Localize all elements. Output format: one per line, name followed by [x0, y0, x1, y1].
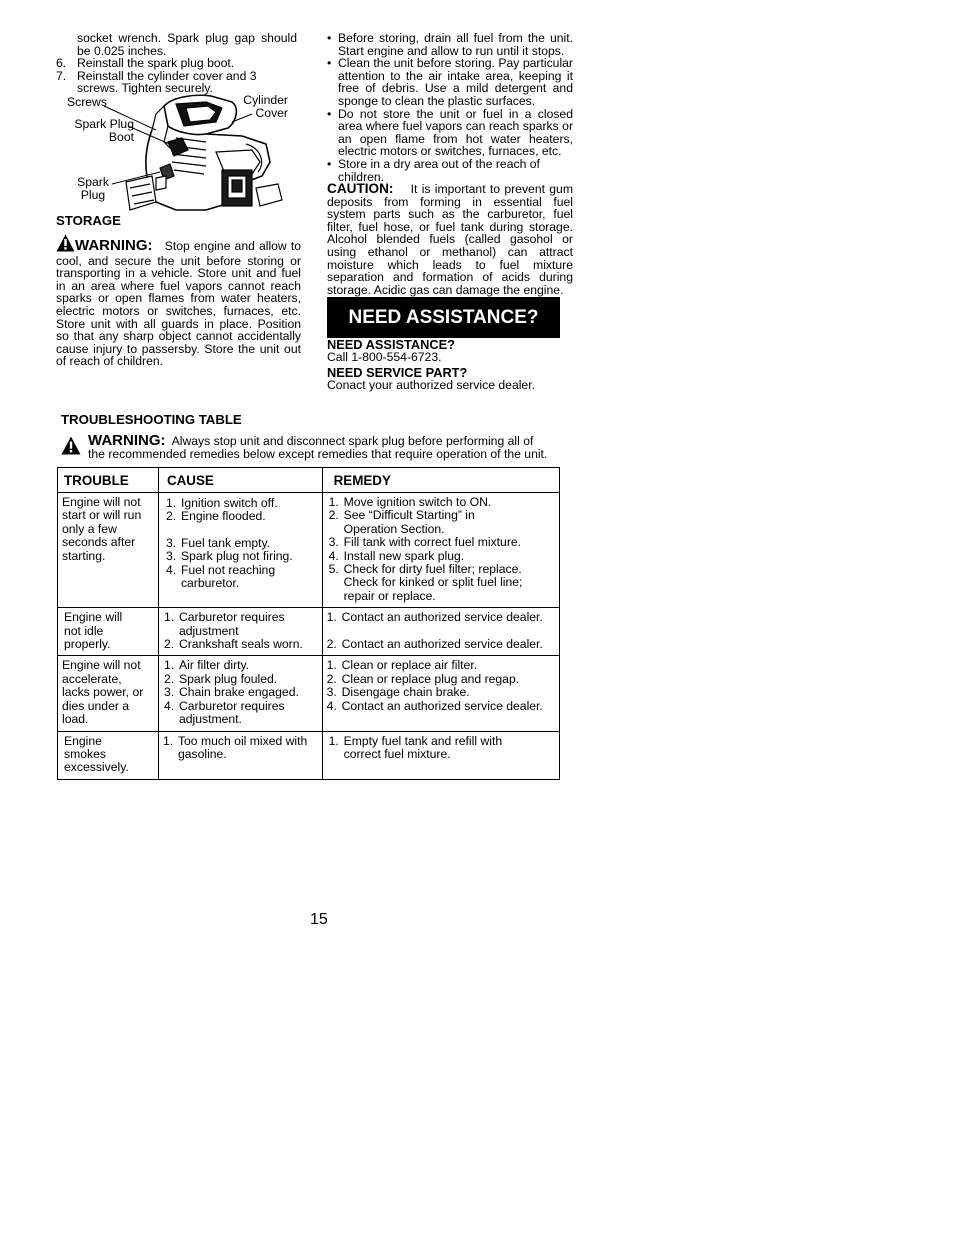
warning-label: WARNING:: [88, 432, 166, 449]
warning-text: Stop engine and allow to cool, and secure the unit before storing or transporting in a vehicle. Store unit and fuel in an area where fuel vapors cannot reach sparks or open flames from water heaters, electric motors or switches, furnaces, etc. Store unit with all guards in place. Position so that any sharp object cannot accidentally cause injury to passersby. Store the unit out of reach of children.: [56, 239, 301, 369]
remedy-cell: [323, 732, 559, 766]
list-item: 2. Spark plug fouled.: [163, 671, 278, 686]
table-row: [58, 731, 560, 779]
list-item: 3. Spark plug not firing.: [165, 549, 293, 564]
list-item: 2. Engine flooded.: [165, 509, 266, 524]
cause-cell: [159, 608, 322, 655]
storage-heading: STORAGE: [56, 213, 121, 228]
list-item: • Before storing, drain all fuel from the unit. Start engine and allow to run until it stops.: [327, 31, 573, 58]
need-assistance-banner: NEED ASSISTANCE?: [327, 297, 560, 338]
caution-text: It is important to prevent gum deposits from forming in essential fuel system parts such as the carburetor, fuel filter, fuel hose, or fuel tank during storage. Alcohol blended fuels (called gasohol or using ethanol or methanol) can attract moisture which leads to fuel mixture separation and formation of acids during storage. Acidic gas can damage the engine.: [327, 182, 573, 297]
trouble-cell: Engine smokes excessively.: [64, 733, 129, 775]
remedy-cell: [323, 608, 559, 655]
list-item: 1. Contact an authorized service dealer.: [326, 610, 543, 625]
list-item: 2. Crankshaft seals worn.: [163, 637, 303, 652]
assist-heading: NEED ASSISTANCE?: [327, 337, 455, 352]
list-item: • Store in a dry area out of the reach of children.: [327, 156, 540, 184]
column-header-remedy: REMEDY: [322, 468, 559, 493]
column-header-cause: CAUSE: [158, 468, 322, 493]
list-item: 3. Disengage chain brake.: [326, 685, 470, 700]
caution-label: CAUTION:: [327, 181, 394, 196]
list-item: 1. Carburetor requires adjustment: [163, 610, 285, 638]
spark-plug-figure: [56, 92, 301, 214]
install-step-continued: socket wrench. Spark plug gap should be 0.025 inches.: [77, 31, 297, 58]
storage-warning: [56, 234, 301, 368]
warning-label: WARNING:: [75, 237, 153, 254]
list-item: 4. Carburetor requires adjustment.: [163, 698, 285, 727]
list-item: 3. Fill tank with correct fuel mixture.: [328, 535, 522, 550]
install-steps: [56, 57, 301, 95]
trouble-cell: Engine will not start or will run only a few seconds after starting.: [62, 495, 142, 563]
troubleshooting-warning: [61, 434, 561, 461]
label-cylinder-cover: Cylinder Cover: [243, 93, 288, 120]
trouble-cell: Engine will not idle properly.: [64, 610, 123, 652]
label-spark-plug: Spark Plug: [77, 175, 109, 202]
label-screws: Screws: [67, 95, 107, 109]
table-row: [58, 656, 560, 731]
cause-cell: [159, 493, 322, 594]
list-item: • Do not store the unit or fuel in a closed area where fuel vapors can reach sparks or an open flame from hot water heaters, electric motors or switches, furnaces, etc.: [327, 106, 573, 159]
warning-text: Always stop unit and disconnect spark plug before performing all of: [171, 434, 534, 448]
remedy-cell: [323, 656, 559, 717]
cause-cell: [159, 656, 322, 730]
list-item: 4. Fuel not reaching carburetor.: [165, 562, 276, 591]
list-item: 2. Contact an authorized service dealer.: [326, 636, 543, 651]
table-row: [58, 608, 560, 656]
assist-phone: Call 1-800-554-6723.: [327, 350, 442, 364]
bullet-icon: •: [327, 156, 332, 171]
trouble-cell: Engine will not accelerate, lacks power, or dies under a load.: [62, 658, 144, 727]
troubleshooting-table: [57, 467, 560, 780]
service-text: Conact your authorized service dealer.: [327, 378, 535, 392]
table-header-row: [58, 468, 560, 493]
table-row: [58, 493, 560, 608]
troubleshooting-heading: TROUBLESHOOTING TABLE: [61, 412, 242, 427]
list-item: 7. Reinstall the cylinder cover and 3 screws. Tighten securely.: [56, 68, 257, 96]
list-item: 1. Empty fuel tank and refill with correct fuel mixture.: [328, 733, 503, 761]
list-item: 4. Install new spark plug.: [328, 548, 465, 563]
list-item: • Clean the unit before storing. Pay particular attention to the air intake area, keeping it free of debris. Use a mild detergent and sponge to clean the plastic surfaces.: [327, 56, 573, 108]
warning-triangle-icon: [61, 436, 81, 460]
bullet-icon: •: [327, 56, 332, 71]
list-item: 1. Too much oil mixed with gasoline.: [162, 733, 308, 761]
caution-block: [327, 183, 573, 296]
bullet-icon: •: [327, 106, 332, 121]
list-item: 4. Contact an authorized service dealer.: [326, 698, 543, 713]
remedy-cell: [323, 493, 559, 607]
list-item: 1. Clean or replace air filter.: [326, 658, 478, 673]
list-item: 3. Chain brake engaged.: [163, 685, 299, 700]
warning-text: the recommended remedies below except remedies that require operation of the unit.: [88, 447, 548, 462]
service-heading: NEED SERVICE PART?: [327, 365, 468, 380]
list-item: 6. Reinstall the spark plug boot.: [56, 56, 235, 70]
cause-cell: [159, 732, 322, 766]
list-item: 1. Ignition switch off.: [165, 496, 278, 510]
bullet-icon: •: [327, 31, 332, 45]
column-header-trouble: TROUBLE: [58, 468, 159, 493]
list-item: 5. Check for dirty fuel filter; replace. Check for kinked or split fuel line; repair or replace.: [328, 562, 523, 603]
list-item: 1. Move ignition switch to ON.: [328, 495, 492, 509]
storage-bullets: [327, 32, 573, 183]
warning-triangle-icon: [56, 234, 75, 255]
list-item: 1. Air filter dirty.: [163, 658, 250, 673]
list-item: 2. See “Difficult Starting” in Operation Section.: [328, 508, 475, 536]
list-item: 2. Clean or replace plug and regap.: [326, 671, 520, 686]
list-item: 3. Fuel tank empty.: [165, 535, 271, 550]
page-number: 15: [310, 911, 328, 928]
label-spark-plug-boot: Spark Plug Boot: [74, 117, 134, 144]
